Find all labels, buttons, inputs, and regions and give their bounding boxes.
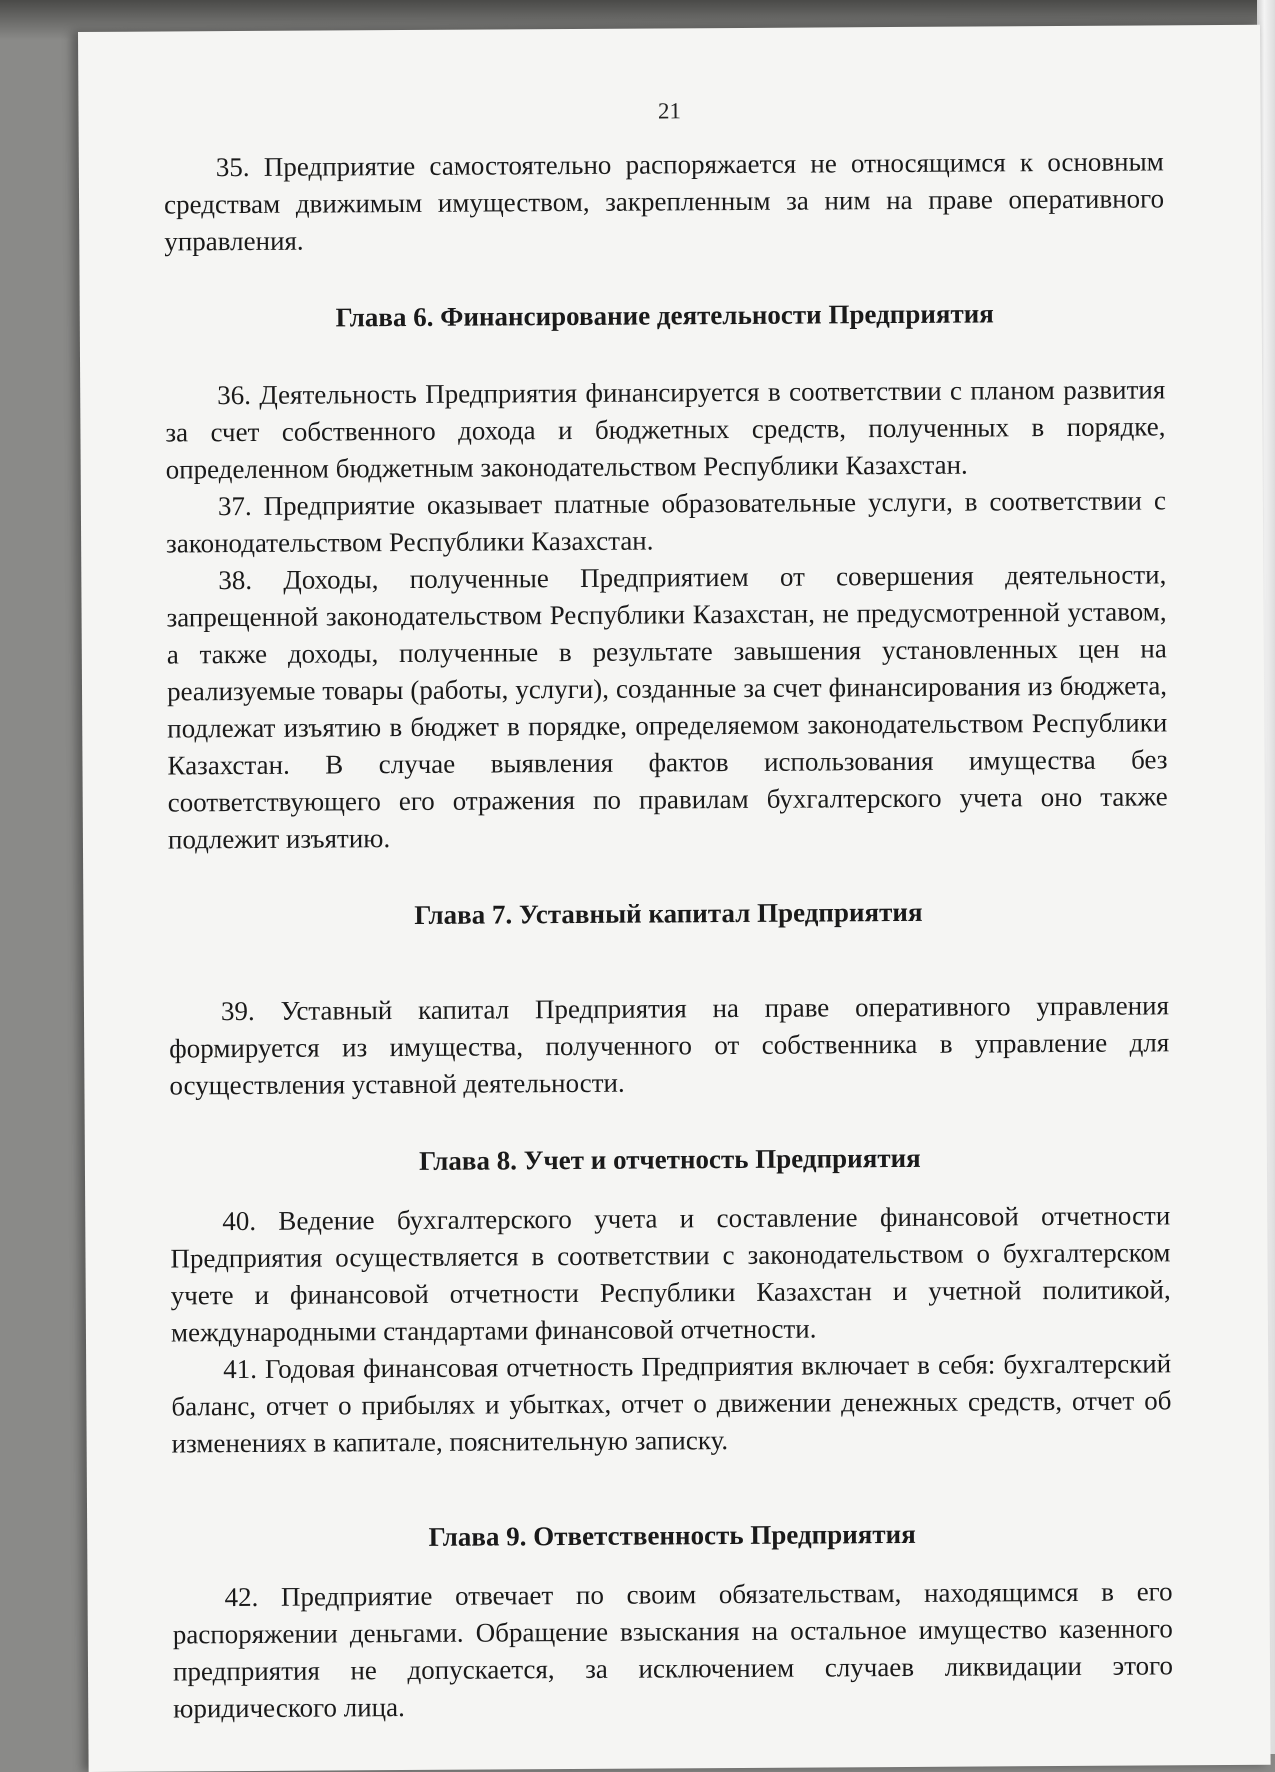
page-number: 21 bbox=[657, 98, 682, 124]
paragraph-41: 41. Годовая финансовая отчетность Предприятия включает в себя: бухгалтерский баланс, отчет о прибылях и убытках, отчет о движении денежных средств, отчет об изменениях в капитале, пояснительную записку. bbox=[171, 1348, 1172, 1459]
paragraph-40: 40. Ведение бухгалтерского учета и составление финансовой отчетности Предприятия осуществляется в соответствии с законодательством о бухгалтерском учете и финансовой отчетности Республики Казахстан и учетной политикой, международными стандартами финансовой отчетности. bbox=[170, 1200, 1171, 1348]
chapter-8-heading: Глава 8. Учет и отчетность Предприятия bbox=[418, 1142, 921, 1176]
paragraph-38: 38. Доходы, полученные Предприятием от совершения деятельности, запрещенной законодательством Республики Казахстан, не предусмотренной уставом, а также доходы, полученные в результате завышения установленных цен на реализуемые товары (работы, услуги), созданные за счет финансирования из бюджета, подлежат изъятию в бюджет в порядке, определяемом законодательством Республики Казахстан. В случае выявления фактов использования имущества без соответствующего его отражения по правилам бухгалтерского учета оно также подлежит изъятию. bbox=[166, 559, 1168, 855]
paragraph-39: 39. Уставный капитал Предприятия на праве оперативного управления формируется из имущества, полученного от собственника в управление для осуществления уставной деятельности. bbox=[169, 990, 1170, 1101]
chapter-7-heading: Глава 7. Уставный капитал Предприятия bbox=[414, 896, 923, 930]
page-content bbox=[164, 143, 1174, 1727]
chapter-6-heading: Глава 6. Финансирование деятельности Предприятия bbox=[335, 298, 994, 333]
paragraph-35: 35. Предприятие самостоятельно распоряжается не относящимся к основным средствам движимым имуществом, закрепленным за ним на праве оперативного управления. bbox=[163, 146, 1165, 257]
paragraph-36: 36. Деятельность Предприятия финансируется в соответствии с планом развития за счет собственного дохода и бюджетных средств, полученных в порядке, определенном бюджетным законодательством Республики Казахстан. bbox=[165, 374, 1166, 485]
paragraph-42: 42. Предприятие отвечает по своим обязательствам, находящимся в его распоряжении деньгами. Обращение взыскания на остальное имущество казенного предприятия не допускается, за исключением случаев ликвидации этого юридического лица. bbox=[172, 1576, 1174, 1724]
chapter-9-heading: Глава 9. Ответственность Предприятия bbox=[428, 1518, 916, 1552]
paragraph-37: 37. Предприятие оказывает платные образовательные услуги, в соответствии с законодательством Республики Казахстан. bbox=[166, 485, 1166, 559]
document-page bbox=[78, 25, 1271, 1772]
